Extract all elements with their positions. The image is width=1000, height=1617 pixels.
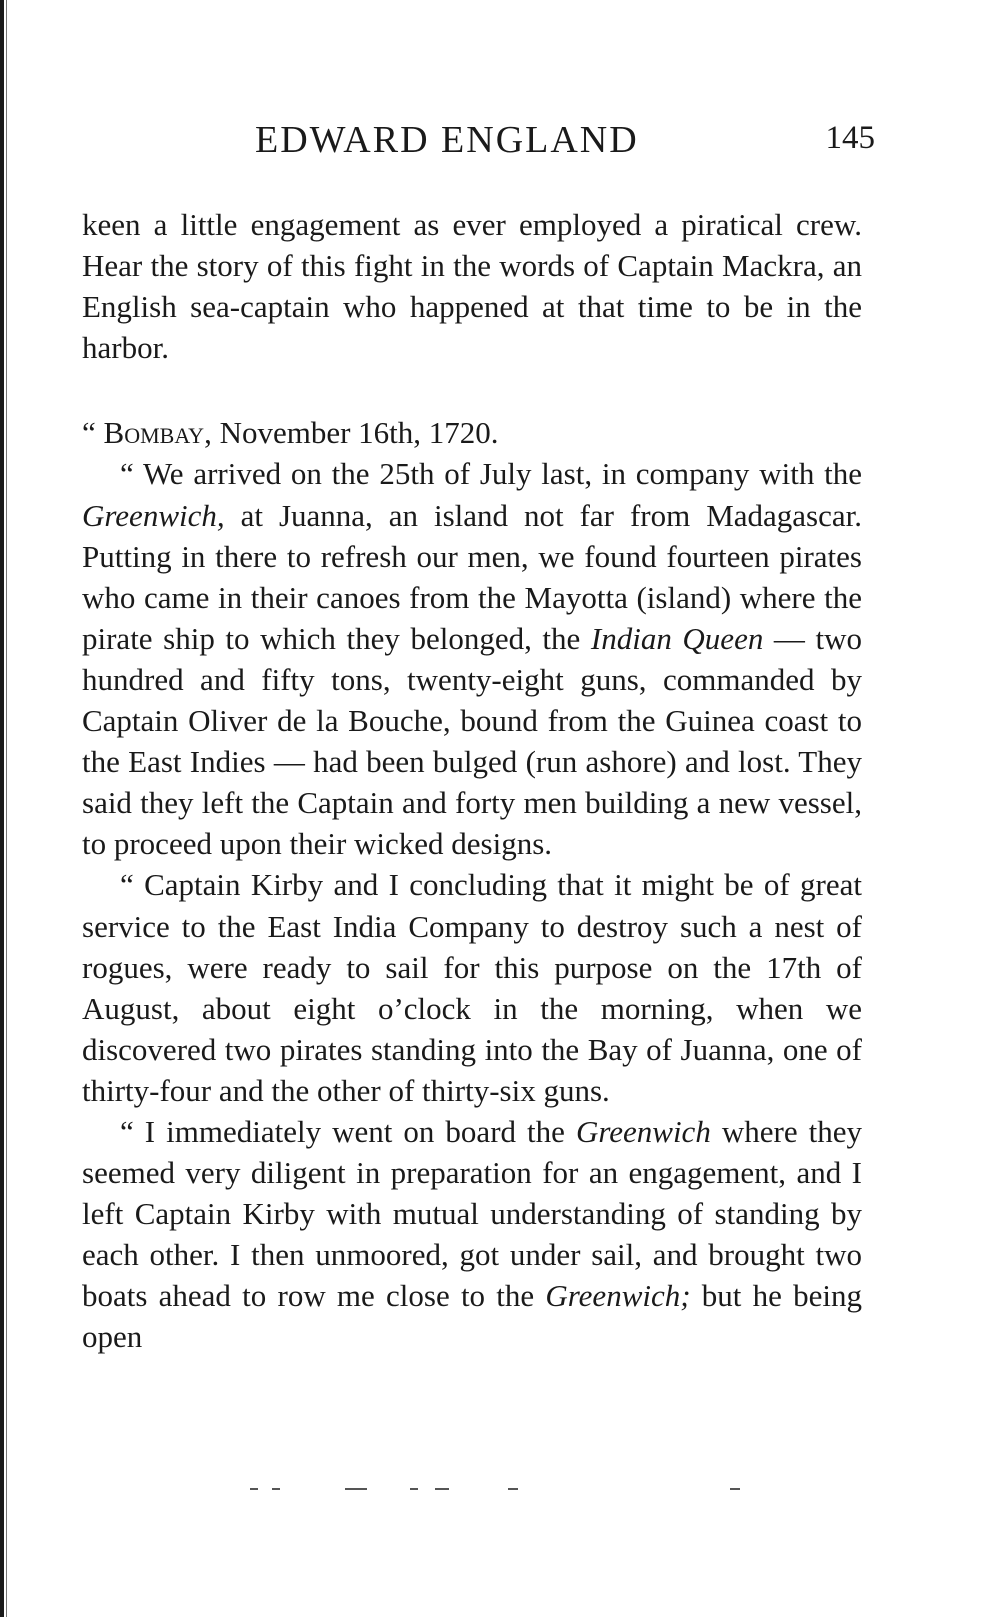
ship-name-greenwich: Greenwich, xyxy=(82,497,225,533)
paragraph-2-part-2: at Juanna, an island not far from Madagascar. Putting in there to refresh our men, we found fourteen pirates who came in their canoes from the Mayotta (island) where the pirate ship to which they belonged, the xyxy=(82,497,862,656)
paragraph-2 xyxy=(82,453,862,864)
letter-dateline xyxy=(82,412,862,453)
paragraph-4 xyxy=(82,1111,862,1358)
ship-name-greenwich-3: Greenwich; xyxy=(545,1278,691,1314)
ship-name-indian-queen: Indian Queen xyxy=(590,620,764,656)
section-gap xyxy=(82,368,862,412)
page-number: 145 xyxy=(825,120,875,156)
page-edge-rule xyxy=(0,0,4,1617)
dateline-date: , November 16th, 1720. xyxy=(204,415,499,451)
dateline-place: Bombay xyxy=(103,415,205,451)
page-edge-rule-thin xyxy=(6,0,7,1617)
body-text xyxy=(82,204,862,1358)
paragraph-4-part-2: where they seemed very diligent in preparation for an engagement, and I left Captain Kirby with mutual understanding of standing by each other. I then unmoored, got under sail, and brought two boats ahead to row me close to the xyxy=(82,1113,862,1314)
dateline-open-quote: “ xyxy=(82,415,104,451)
scan-footer-marks xyxy=(250,1488,740,1492)
paragraph-3: “ Captain Kirby and I concluding that it might be of great service to the East India Company to destroy such a nest of rogues, were ready to sail for this purpose on the 17th of August, about eight o’clock in the morning, when we discovered two pirates standing into the Bay of Juanna, one of thirty-four and the other of thirty-six guns. xyxy=(82,867,862,1108)
paragraph-2-part-3: — two hundred and fifty tons, twenty-eight guns, commanded by Captain Oliver de la Bouche, bound from the Guinea coast to the East Indies — had been bulged (run ashore) and lost. They said they left the Captain and forty men building a new vessel, to proceed upon their wicked designs. xyxy=(82,620,863,862)
running-title: EDWARD ENGLAND xyxy=(255,119,639,161)
ship-name-greenwich-2: Greenwich xyxy=(575,1113,711,1149)
page-header xyxy=(255,118,875,168)
paragraph-4-part-3: but he being open xyxy=(82,1278,862,1355)
paragraph-1: keen a little engagement as ever employed a piratical crew. Hear the story of this fight in the words of Captain Mackra, an English sea-captain who happened at that time to be in the harbor. xyxy=(82,207,862,366)
paragraph-4-part-1: “ I immediately went on board the xyxy=(120,1113,576,1149)
paragraph-2-part-1: “ We arrived on the 25th of July last, in company with the xyxy=(120,456,862,492)
